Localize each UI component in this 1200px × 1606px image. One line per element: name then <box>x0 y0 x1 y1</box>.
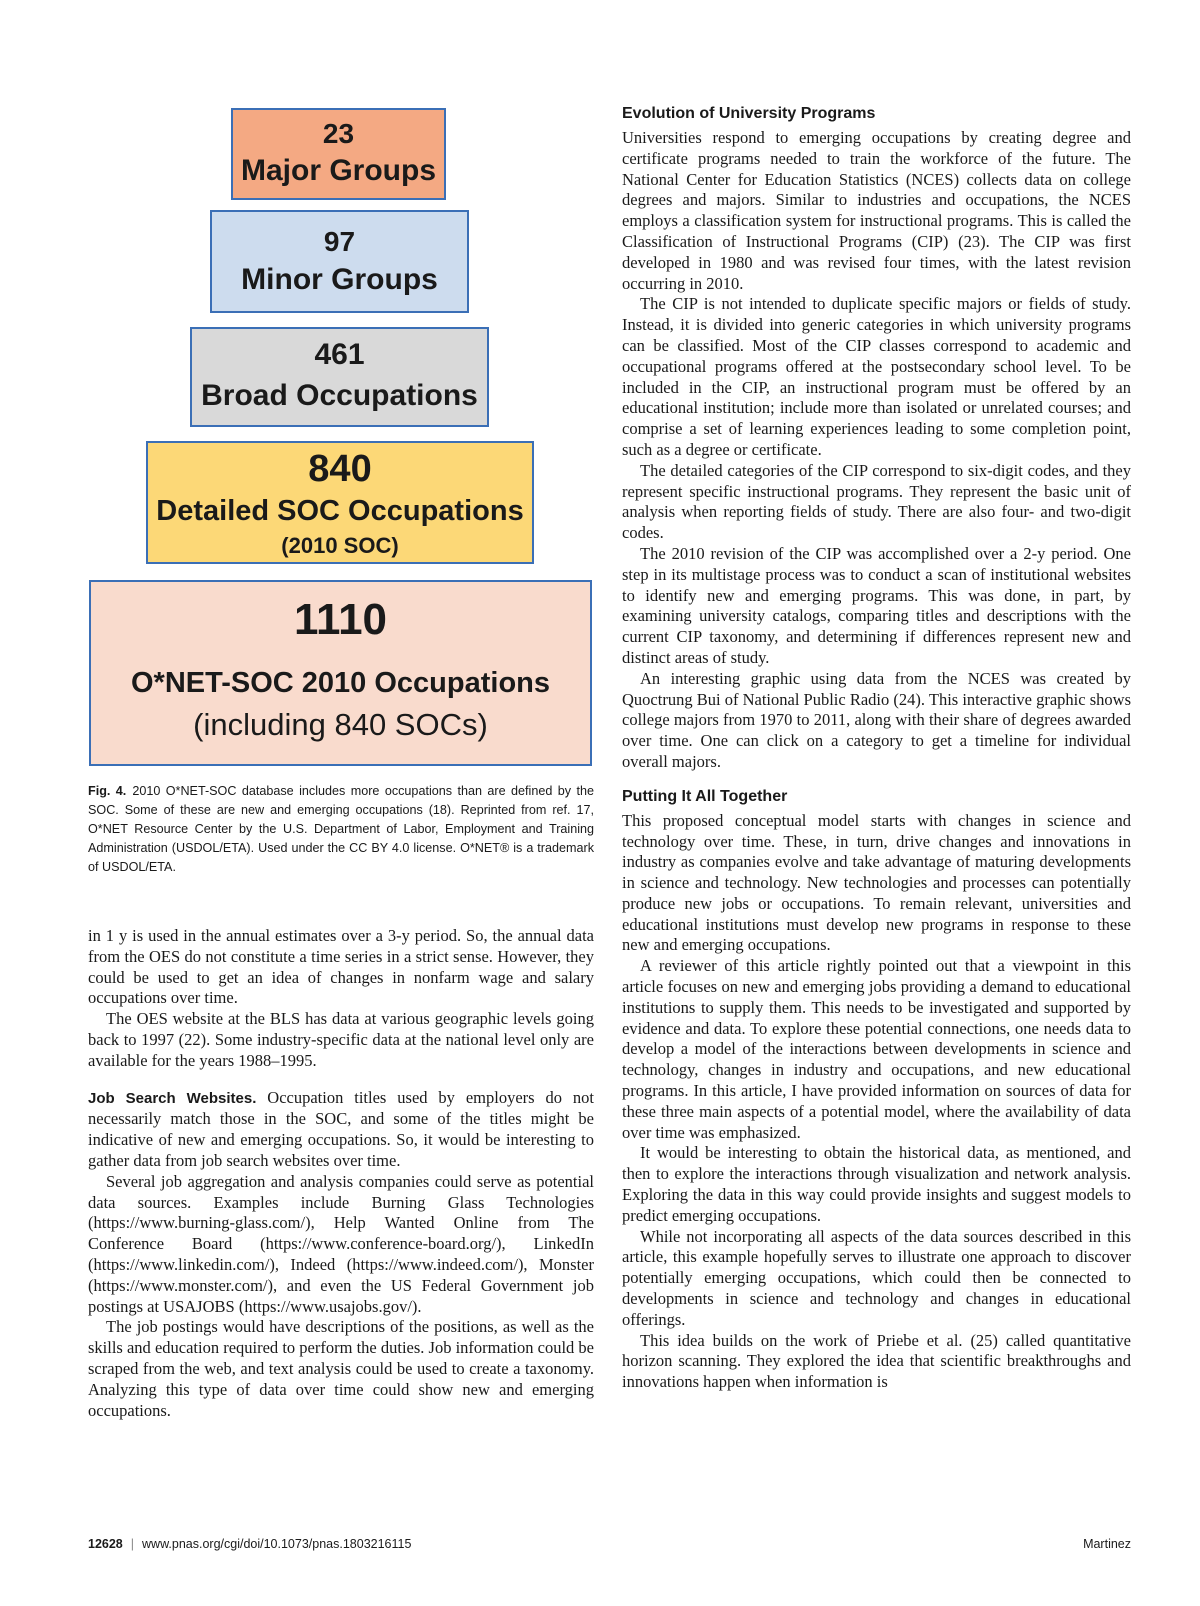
paragraph: Universities respond to emerging occupations by creating degree and certificate programs needed to train the workforce of the future. The National Center for Education Statistics (NCES) collects data on college degrees and majors. Similar to industries and occupations, the NCES employs a classification system for instructional programs. This is called the Classification of Instructional Programs (CIP) (23). The CIP was first developed in 1980 and was revised four times, with the latest revision occurring in 2010. <box>622 128 1131 293</box>
onet-soc-box <box>89 580 592 766</box>
paragraph: The detailed categories of the CIP correspond to six-digit codes, and they represent specific instructional programs. They represent the basic unit of analysis when reporting fields of study. There are also four- and two-digit codes. <box>622 460 1131 543</box>
paragraph: It would be interesting to obtain the historical data, as mentioned, and then to explore the interactions through visualization and network analysis. Exploring the data in this way could provide insights and suggest models to predict emerging occupations. <box>622 1143 1131 1225</box>
onet-soc-count: 1110 <box>293 595 388 644</box>
paragraph: An interesting graphic using data from the NCES was created by Quoctrung Bui of National Public Radio (24). This interactive graphic shows college majors from 1970 to 2011, along with their share of degrees awarded over time. One can click on a category to get a timeline for individual overall majors. <box>622 668 1131 771</box>
broad-occupations-count: 461 <box>314 338 365 371</box>
figure-caption-text: 2010 O*NET-SOC database includes more occupations than are defined by the SOC. Some of these are new and emerging occupations (18). Reprinted from ref. 17, O*NET Resource Center by the U.S. Department of Labor, Employment and Training Administration (USDOL/ETA). Used under the CC BY 4.0 license. O*NET® is a trademark of USDOL/ETA. <box>88 784 594 874</box>
minor-groups-label: Minor Groups <box>241 263 438 296</box>
minor-groups-box <box>210 210 469 313</box>
doi-link[interactable]: www.pnas.org/cgi/doi/10.1073/pnas.1803216115 <box>142 1537 412 1551</box>
paragraph: The OES website at the BLS has data at various geographic levels going back to 1997 (22). Some industry-specific data at the national level only are available for the years 1988–1995. <box>88 1009 594 1070</box>
right-column <box>622 104 1131 1393</box>
section-heading-putting-together: Putting It All Together <box>622 787 788 805</box>
figure-caption <box>88 782 594 877</box>
paragraph: This proposed conceptual model starts with changes in science and technology over time. These, in turn, drive changes and innovations in industry as companies evolve and take advantage of maturing developments in science and technology. New technologies and processes can potentially produce new jobs or occupations. To remain relevant, universities and educational institutions must develop new programs in response to these new and emerging occupations. <box>622 810 1131 955</box>
job-search-heading: Job Search Websites. <box>88 1089 257 1107</box>
paragraph: in 1 y is used in the annual estimates over a 3-y period. So, the annual data from the OES do not constitute a time series in a strict sense. However, they could be used to get an idea of changes in nonfarm wage and salary occupations over time. <box>88 926 594 1008</box>
detailed-soc-box <box>146 441 534 564</box>
footer-separator: | <box>130 1537 135 1551</box>
paragraph: The 2010 revision of the CIP was accomplished over a 2-y period. One step in its multistage process was to conduct a scan of institutional websites to identify new and emerging programs. This was done, in part, by examining university catalogs, comparing titles and descriptions with the current CIP taxonomy, and determining if differences represent new and distinct areas of study. <box>622 543 1131 667</box>
minor-groups-count: 97 <box>323 226 356 257</box>
detailed-soc-label: Detailed SOC Occupations <box>156 495 524 527</box>
onet-soc-sublabel: (including 840 SOCs) <box>193 707 488 742</box>
paragraph: A reviewer of this article rightly pointed out that a viewpoint in this article focuses on new and emerging jobs providing a demand to educational institutions to supply them. This needs to be investigated and supported by evidence and data. To explore these potential connections, one needs data to develop a model of the interactions between developments in science and technology, changes in industry and occupations, and new educational programs. In this article, I have provided information on sources of data for these three main aspects of a potential model, where the availability of data over time was emphasized. <box>622 956 1131 1142</box>
job-search-paragraph <box>88 1088 594 1172</box>
detailed-soc-count: 840 <box>308 448 372 490</box>
paragraph: While not incorporating all aspects of the data sources described in this article, this example hopefully serves to illustrate one approach to discover potentially emerging occupations, which could then be connected to developments in science and technology and changes in educational offerings. <box>622 1226 1131 1329</box>
figure-caption-label: Fig. 4. <box>88 784 127 798</box>
author-name: Martinez <box>1083 1537 1131 1551</box>
paragraph: The CIP is not intended to duplicate specific majors or fields of study. Instead, it is divided into generic categories in which university programs can be classified. Most of the CIP classes correspond to academic and occupational programs offered at the postsecondary school level. To be included in the CIP, an instructional program must be offered by an educational institution; include more than isolated or unrelated courses; and comprise a set of learning experiences leading to some completion point, such as a degree or certificate. <box>622 294 1131 459</box>
page-footer-left <box>88 1537 411 1551</box>
major-groups-count: 23 <box>322 118 355 149</box>
major-groups-box <box>231 108 446 200</box>
paragraph: This idea builds on the work of Priebe et al. (25) called quantitative horizon scanning. They explored the idea that scientific breakthroughs and innovations happen when information is <box>622 1330 1131 1392</box>
paragraph: Several job aggregation and analysis companies could serve as potential data sources. Examples include Burning Glass Technologies (https://www.burning-glass.com/), Help Wanted Online from The Conference Board (https://www.conference-board.org/), LinkedIn (https://www.linkedin.com/), Indeed (https://www.indeed.com/), Monster (https://www.monster.com/), and even the US Federal Government job postings at USAJOBS (https://www.usajobs.gov/). <box>88 1171 594 1316</box>
detailed-soc-sublabel: (2010 SOC) <box>281 533 399 558</box>
onet-soc-label: O*NET-SOC 2010 Occupations <box>130 667 550 699</box>
left-column <box>88 926 594 1421</box>
page-number: 12628 <box>88 1537 123 1551</box>
job-search-text: Occupation titles used by employers do not necessarily match those in the SOC, and some of the titles might be indicative of new and emerging occupations. So, it would be interesting to gather data from job search websites over time. <box>88 1087 594 1170</box>
broad-occupations-label: Broad Occupations <box>201 379 478 412</box>
broad-occupations-box <box>190 327 489 427</box>
section-heading-evolution: Evolution of University Programs <box>622 105 876 122</box>
major-groups-label: Major Groups <box>240 154 436 187</box>
paragraph: The job postings would have descriptions of the positions, as well as the skills and education required to perform the duties. Job information could be scraped from the web, and text analysis could be used to create a taxonomy. Analyzing this type of data over time could show new and emerging occupations. <box>88 1317 594 1420</box>
